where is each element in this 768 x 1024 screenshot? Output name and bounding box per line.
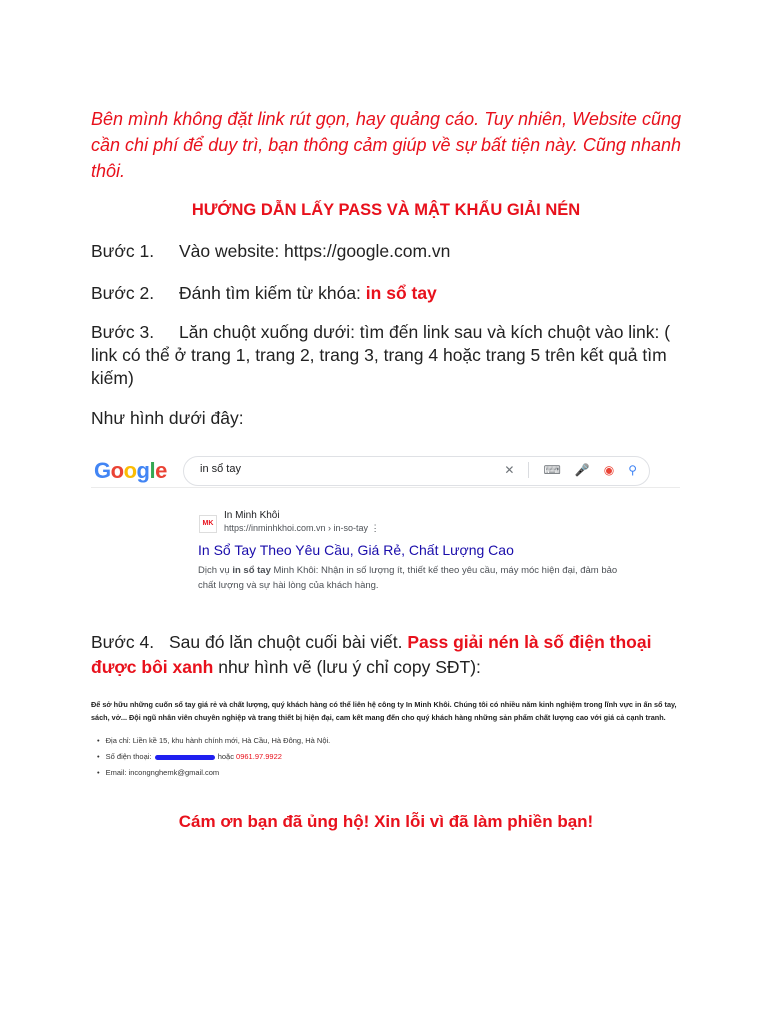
result-url-text: https://inminhkhoi.com.vn › in-so-tay	[224, 523, 369, 533]
step-4-note: như hình vẽ (lưu ý chỉ copy SĐT):	[213, 657, 481, 677]
google-logo-letter: e	[155, 458, 167, 483]
divider	[528, 462, 529, 478]
step-2-keyword: in sổ tay	[365, 283, 437, 303]
more-options-icon: ⋮	[370, 523, 380, 533]
step-4	[91, 630, 681, 680]
search-icon[interactable]: ⚲	[628, 463, 637, 477]
step-3	[91, 321, 681, 390]
result-site-name: In Minh Khôi	[224, 510, 280, 521]
google-logo-letter: G	[94, 458, 111, 483]
contact-phone: • Số điện thoại: hoặc 0961.97.9922	[97, 749, 330, 765]
google-logo-letter: l	[149, 458, 156, 483]
step-2	[91, 282, 681, 305]
google-logo	[94, 458, 167, 484]
step-3-label: Bước 3.	[91, 322, 155, 342]
as-below-text: Như hình dưới đây:	[91, 408, 244, 428]
result-title-link[interactable]: In Sổ Tay Theo Yêu Cầu, Giá Rẻ, Chất Lượng Cao	[198, 542, 514, 558]
contact-email: • Email: incongnghemk@gmail.com	[97, 765, 330, 781]
google-search-query: in sổ tay	[200, 463, 241, 475]
thanks-message: Cám ơn bạn đã ủng hộ! Xin lỗi vì đã làm phiền bạn!	[178, 812, 594, 831]
site-favicon: MK	[199, 515, 217, 533]
highlighted-phone-mark	[155, 755, 215, 760]
divider	[91, 487, 680, 488]
lens-icon[interactable]: ◉	[603, 463, 615, 477]
google-logo-letter: o	[110, 458, 124, 483]
google-search-screenshot	[91, 450, 680, 610]
step-1-text: Vào website: https://google.com.vn	[179, 241, 451, 261]
google-search-bar[interactable]	[183, 456, 650, 486]
result-snippet: Dịch vụ in sổ tay Minh Khôi: Nhận in số lượng ít, thiết kế theo yêu cầu, máy móc hiện đại, đảm bảo chất lượng và sự hài lòng của khách hàng.	[198, 565, 618, 591]
website-screenshot	[91, 688, 680, 788]
keyboard-icon[interactable]: ⌨	[543, 463, 561, 477]
step-2-text: Đánh tìm kiếm từ khóa:	[179, 283, 366, 303]
google-logo-letter: o	[123, 458, 137, 483]
clear-icon[interactable]: ✕	[504, 463, 515, 477]
step-2-label: Bước 2.	[91, 283, 155, 303]
step-4-label: Bước 4.	[91, 632, 155, 652]
step-4-highlight: Pass giải nén là số điện thoại được bôi xanh	[91, 632, 652, 677]
step-4-text: Sau đó lăn chuột cuối bài viết.	[169, 632, 408, 652]
intro-notice: Bên mình không đặt link rút gọn, hay quảng cáo. Tuy nhiên, Website cũng cần chi phí để duy trì, bạn thông cảm giúp về sự bất tiện này. Cũng nhanh thôi.	[91, 109, 681, 181]
google-logo-letter: g	[136, 458, 150, 483]
step-3-text: Lăn chuột xuống dưới: tìm đến link sau và kích chuột vào link: ( link có thể ở trang 1, trang 2, trang 3, trang 4 hoặc trang 5 trên kết quả tìm kiếm)	[91, 322, 671, 388]
guide-heading: HƯỚNG DẪN LẤY PASS VÀ MẬT KHẨU GIẢI NÉN	[191, 201, 581, 219]
contact-list	[97, 733, 330, 781]
result-url	[224, 523, 380, 534]
step-1	[91, 240, 681, 263]
alt-phone: 0961.97.9922	[236, 752, 282, 761]
contact-address: • Địa chỉ: Liền kề 15, khu hành chính mới, Hà Cầu, Hà Đông, Hà Nội.	[97, 733, 330, 749]
website-paragraph: Để sở hữu những cuốn sổ tay giá rẻ và chất lượng, quý khách hàng có thể liên hệ công ty In Minh Khôi. Chúng tôi có nhiều năm kinh nghiệm trong lĩnh vực in ấn sổ tay, sách, vở... Đội ngũ nhân viên chuyên nghiệp và trang thiết bị hiện đại, cam kết mang đến cho quý khách hàng những sản phẩm chất lượng cao với giá cả cạnh tranh.	[91, 700, 677, 722]
step-1-label: Bước 1.	[91, 241, 155, 261]
microphone-icon[interactable]: 🎤	[574, 463, 590, 477]
